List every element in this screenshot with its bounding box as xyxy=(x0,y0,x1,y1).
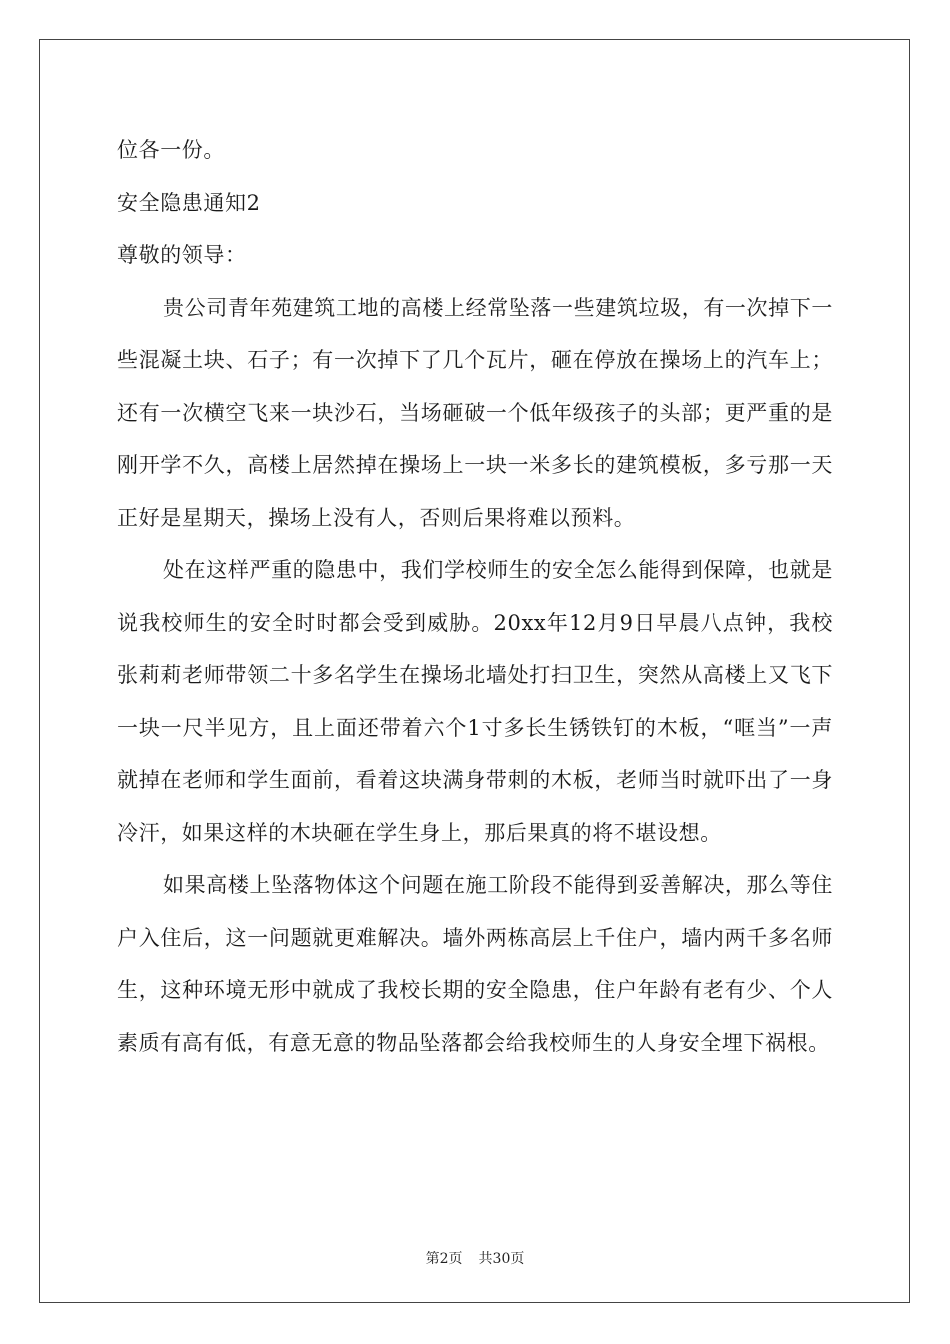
page-number: 第2页 xyxy=(425,1251,463,1267)
document-body xyxy=(117,124,833,1069)
body-paragraph: 贵公司青年苑建筑工地的高楼上经常坠落一些建筑垃圾，有一次掉下一些混凝土块、石子；有一次掉下了几个瓦片，砸在停放在操场上的汽车上；还有一次横空飞来一块沙石，当场砸破一个低年级孩子的头部；更严重的是刚开学不久，高楼上居然掉在操场上一块一米多长的建筑模板，多亏那一天正好是星期天，操场上没有人，否则后果将难以预料。 xyxy=(117,295,833,530)
section-heading: 安全隐患通知2 xyxy=(117,190,261,215)
page-footer xyxy=(0,1248,950,1268)
body-paragraph: 如果高楼上坠落物体这个问题在施工阶段不能得到妥善解决，那么等住户入住后，这一问题就更难解决。墙外两栋高层上千住户，墙内两千多名师生，这种环境无形中就成了我校长期的安全隐患，住户年龄有老有少、个人素质有高有低，有意无意的物品坠落都会给我校师生的人身安全埋下祸根。 xyxy=(117,873,833,1055)
salutation: 尊敬的领导： xyxy=(117,243,247,267)
body-paragraph: 处在这样严重的隐患中，我们学校师生的安全怎么能得到保障，也就是说我校师生的安全时时都会受到威胁。20xx年12月9日早晨八点钟，我校张莉莉老师带领二十多名学生在操场北墙处打扫卫生，突然从高楼上又飞下一块一尺半见方，且上面还带着六个1寸多长生锈铁钉的木板，“哐当”一声就掉在老师和学生面前，看着这块满身带刺的木板，老师当时就吓出了一身冷汗，如果这样的木块砸在学生身上，那后果真的将不堪设想。 xyxy=(117,558,833,845)
continued-text-line: 位各一份。 xyxy=(117,138,225,162)
page-total: 共30页 xyxy=(478,1251,525,1267)
